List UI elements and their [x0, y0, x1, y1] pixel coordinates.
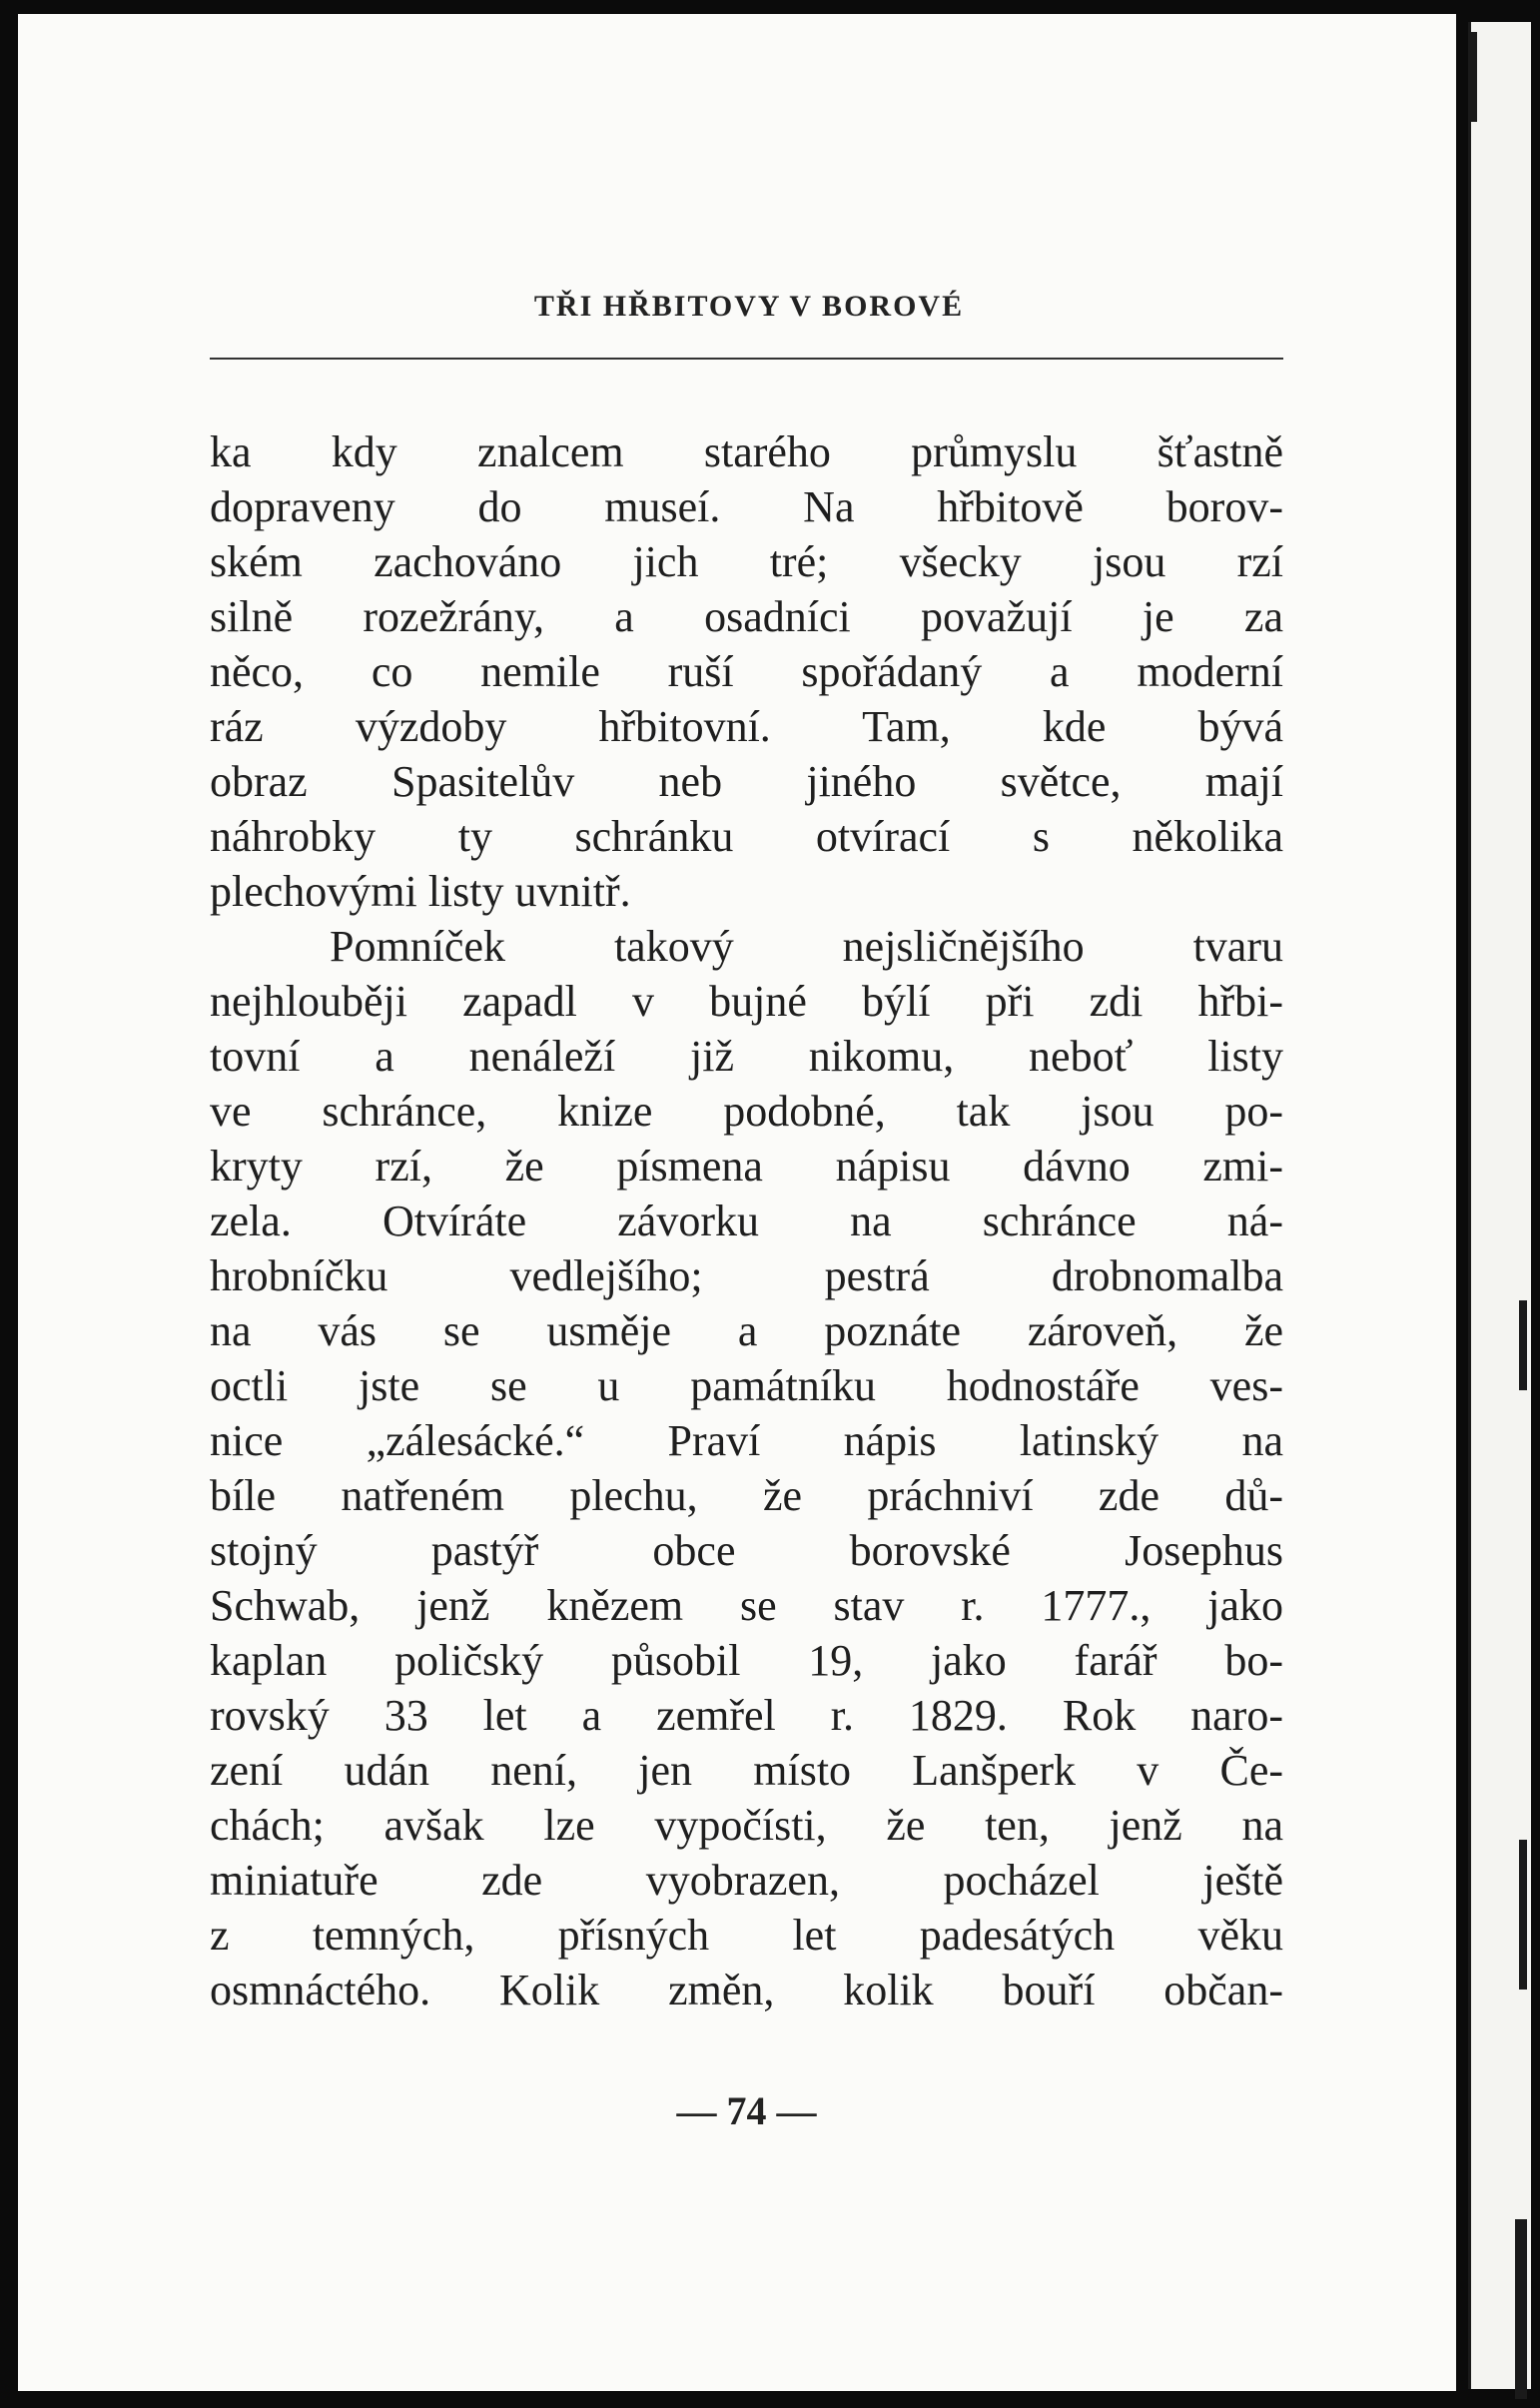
- text-line: z temných, přísných let padesátých věku: [210, 1911, 1283, 1960]
- text-line: náhrobky ty schránku otvírací s několika: [210, 812, 1283, 861]
- text-line: nejhlouběji zapadl v bujné býlí při zdi hřbi-: [210, 977, 1283, 1026]
- edge-mark: [1471, 32, 1477, 122]
- text-line: ka kdy znalcem starého průmyslu šťastně: [210, 427, 1283, 476]
- text-line: na vás se usměje a poznáte zároveň, že: [210, 1306, 1283, 1355]
- text-line: tovní a nenáleží již nikomu, neboť listy: [210, 1032, 1283, 1081]
- text-line: ve schránce, knize podobné, tak jsou po-: [210, 1087, 1283, 1136]
- text-line: plechovými listy uvnitř.: [210, 867, 631, 916]
- text-line: silně rozežrány, a osadníci považují je za: [210, 592, 1283, 641]
- text-line: Pomníček takový nejsličnějšího tvaru: [330, 922, 1283, 971]
- edge-mark: [1515, 2219, 1527, 2399]
- text-line: kryty rzí, že písmena nápisu dávno zmi-: [210, 1142, 1283, 1191]
- text-line: něco, co nemile ruší spořádaný a moderní: [210, 647, 1283, 696]
- text-line: miniatuře zde vyobrazen, pocházel ještě: [210, 1856, 1283, 1905]
- running-head: TŘI HŘBITOVY V BOROVÉ: [533, 290, 965, 323]
- text-line: dopraveny do museí. Na hřbitově borov-: [210, 482, 1283, 531]
- text-line: stojný pastýř obce borovské Josephus: [210, 1526, 1283, 1575]
- edge-mark: [1519, 1300, 1527, 1390]
- body-text: [210, 424, 1283, 2017]
- text-line: zela. Otvíráte závorku na schránce ná-: [210, 1197, 1283, 1245]
- edge-mark: [1519, 1840, 1527, 1990]
- text-line: hrobníčku vedlejšího; pestrá drobnomalba: [210, 1251, 1283, 1300]
- text-line: Schwab, jenž knězem se stav r. 1777., jako: [210, 1581, 1283, 1630]
- text-line: octli jste se u památníku hodnostáře ves-: [210, 1361, 1283, 1410]
- text-line: kaplan poličský působil 19, jako farář bo-: [210, 1636, 1283, 1685]
- text-line: zení udán není, jen místo Lanšperk v Če-: [210, 1746, 1283, 1795]
- text-line: chách; avšak lze vypočísti, že ten, jenž na: [210, 1801, 1283, 1850]
- text-line: ráz výzdoby hřbitovní. Tam, kde bývá: [210, 702, 1283, 751]
- header-rule: [210, 358, 1283, 360]
- text-line: obraz Spasitelův neb jiného světce, mají: [210, 757, 1283, 806]
- next-page-edge: [1468, 22, 1531, 2389]
- page-number: — 74 —: [676, 2088, 817, 2133]
- text-line: rovský 33 let a zemřel r. 1829. Rok naro-: [210, 1691, 1283, 1740]
- text-line: bíle natřeném plechu, že práchniví zde dů-: [210, 1471, 1283, 1520]
- text-line: osmnáctého. Kolik změn, kolik bouří občan-: [210, 1966, 1283, 2014]
- text-line: nice „zálesácké.“ Praví nápis latinský na: [210, 1416, 1283, 1465]
- text-line: ském zachováno jich tré; všecky jsou rzí: [210, 537, 1283, 586]
